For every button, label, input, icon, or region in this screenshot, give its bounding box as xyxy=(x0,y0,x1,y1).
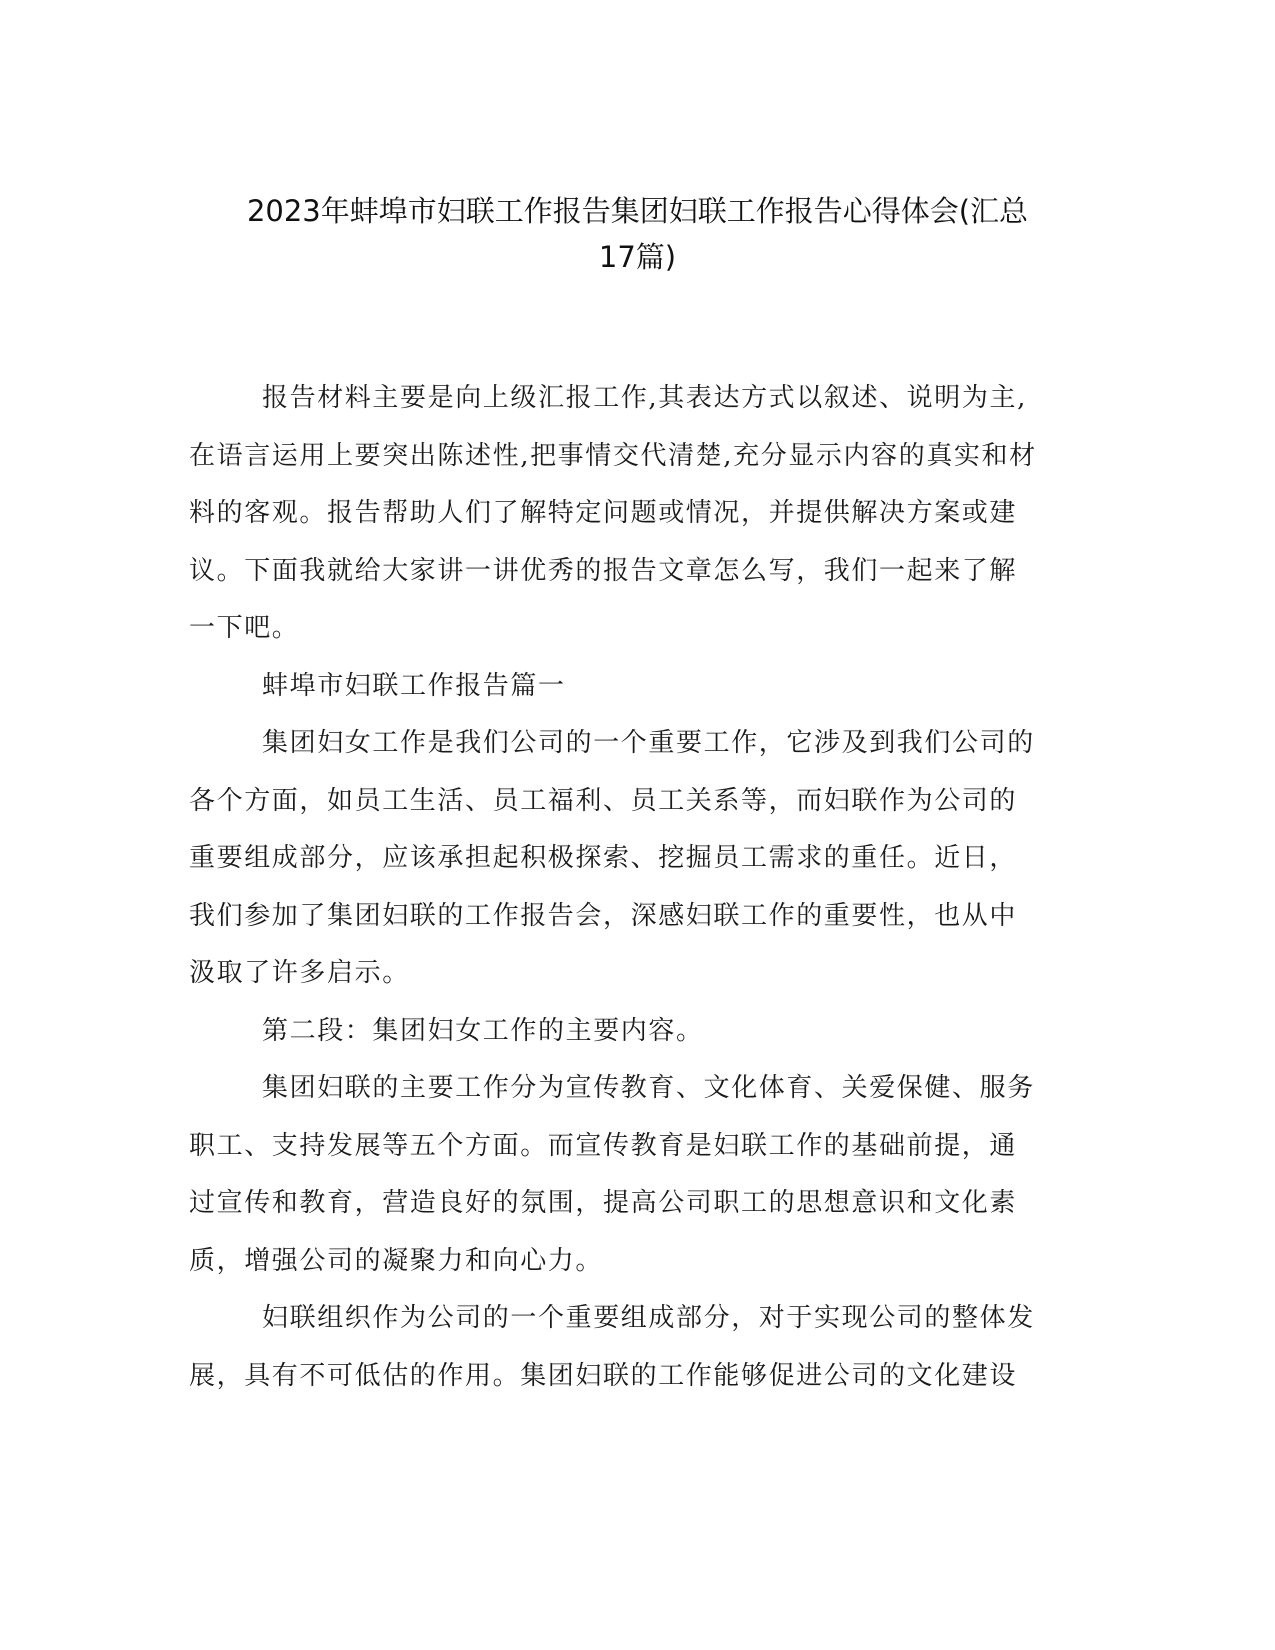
document-body xyxy=(189,370,1079,1405)
text-line: 报告材料主要是向上级汇报工作,其表达方式以叙述、说明为主, xyxy=(262,383,1027,413)
text-line: 蚌埠市妇联工作报告篇一 xyxy=(262,670,566,701)
title-line: 17篇) xyxy=(598,240,677,274)
text-line: 第二段：集团妇女工作的主要内容。 xyxy=(262,1015,704,1046)
title-line: 2023年蚌埠市妇联工作报告集团妇联工作报告心得体会(汇总 xyxy=(246,194,1029,228)
text-line: 汲取了许多启示。 xyxy=(189,958,410,988)
text-line: 各个方面，如员工生活、员工福利、员工关系等，而妇联作为公司的 xyxy=(189,785,1018,816)
paragraph-intro xyxy=(189,370,1079,658)
document-title xyxy=(150,188,1125,280)
text-line: 集团妇联的主要工作分为宣传教育、文化体育、关爱保健、服务 xyxy=(262,1073,1035,1103)
text-line: 职工、支持发展等五个方面。而宣传教育是妇联工作的基础前提，通 xyxy=(189,1130,1018,1161)
text-line: 议。下面我就给大家讲一讲优秀的报告文章怎么写，我们一起来了解 xyxy=(189,555,1018,586)
text-line: 重要组成部分，应该承担起积极探索、挖掘员工需求的重任。近日， xyxy=(189,843,1018,873)
section-heading xyxy=(189,658,1079,716)
text-line: 妇联组织作为公司的一个重要组成部分，对于实现公司的整体发 xyxy=(262,1303,1035,1333)
paragraph-opening xyxy=(189,715,1079,1003)
text-line: 展，具有不可低估的作用。集团妇联的工作能够促进公司的文化建设 xyxy=(189,1360,1018,1391)
text-line: 我们参加了集团妇联的工作报告会，深感妇联工作的重要性，也从中 xyxy=(189,900,1018,931)
paragraph-main-content xyxy=(189,1060,1079,1290)
subheading-second-section xyxy=(189,1003,1079,1061)
text-line: 在语言运用上要突出陈述性,把事情交代清楚,充分显示内容的真实和材 xyxy=(189,440,1037,471)
text-line: 集团妇女工作是我们公司的一个重要工作，它涉及到我们公司的 xyxy=(262,728,1035,758)
text-line: 质，增强公司的凝聚力和向心力。 xyxy=(189,1245,604,1276)
text-line: 料的客观。报告帮助人们了解特定问题或情况，并提供解决方案或建 xyxy=(189,498,1018,528)
paragraph-importance xyxy=(189,1290,1079,1405)
text-line: 过宣传和教育，营造良好的氛围，提高公司职工的思想意识和文化素 xyxy=(189,1188,1018,1218)
text-line: 一下吧。 xyxy=(189,613,300,643)
